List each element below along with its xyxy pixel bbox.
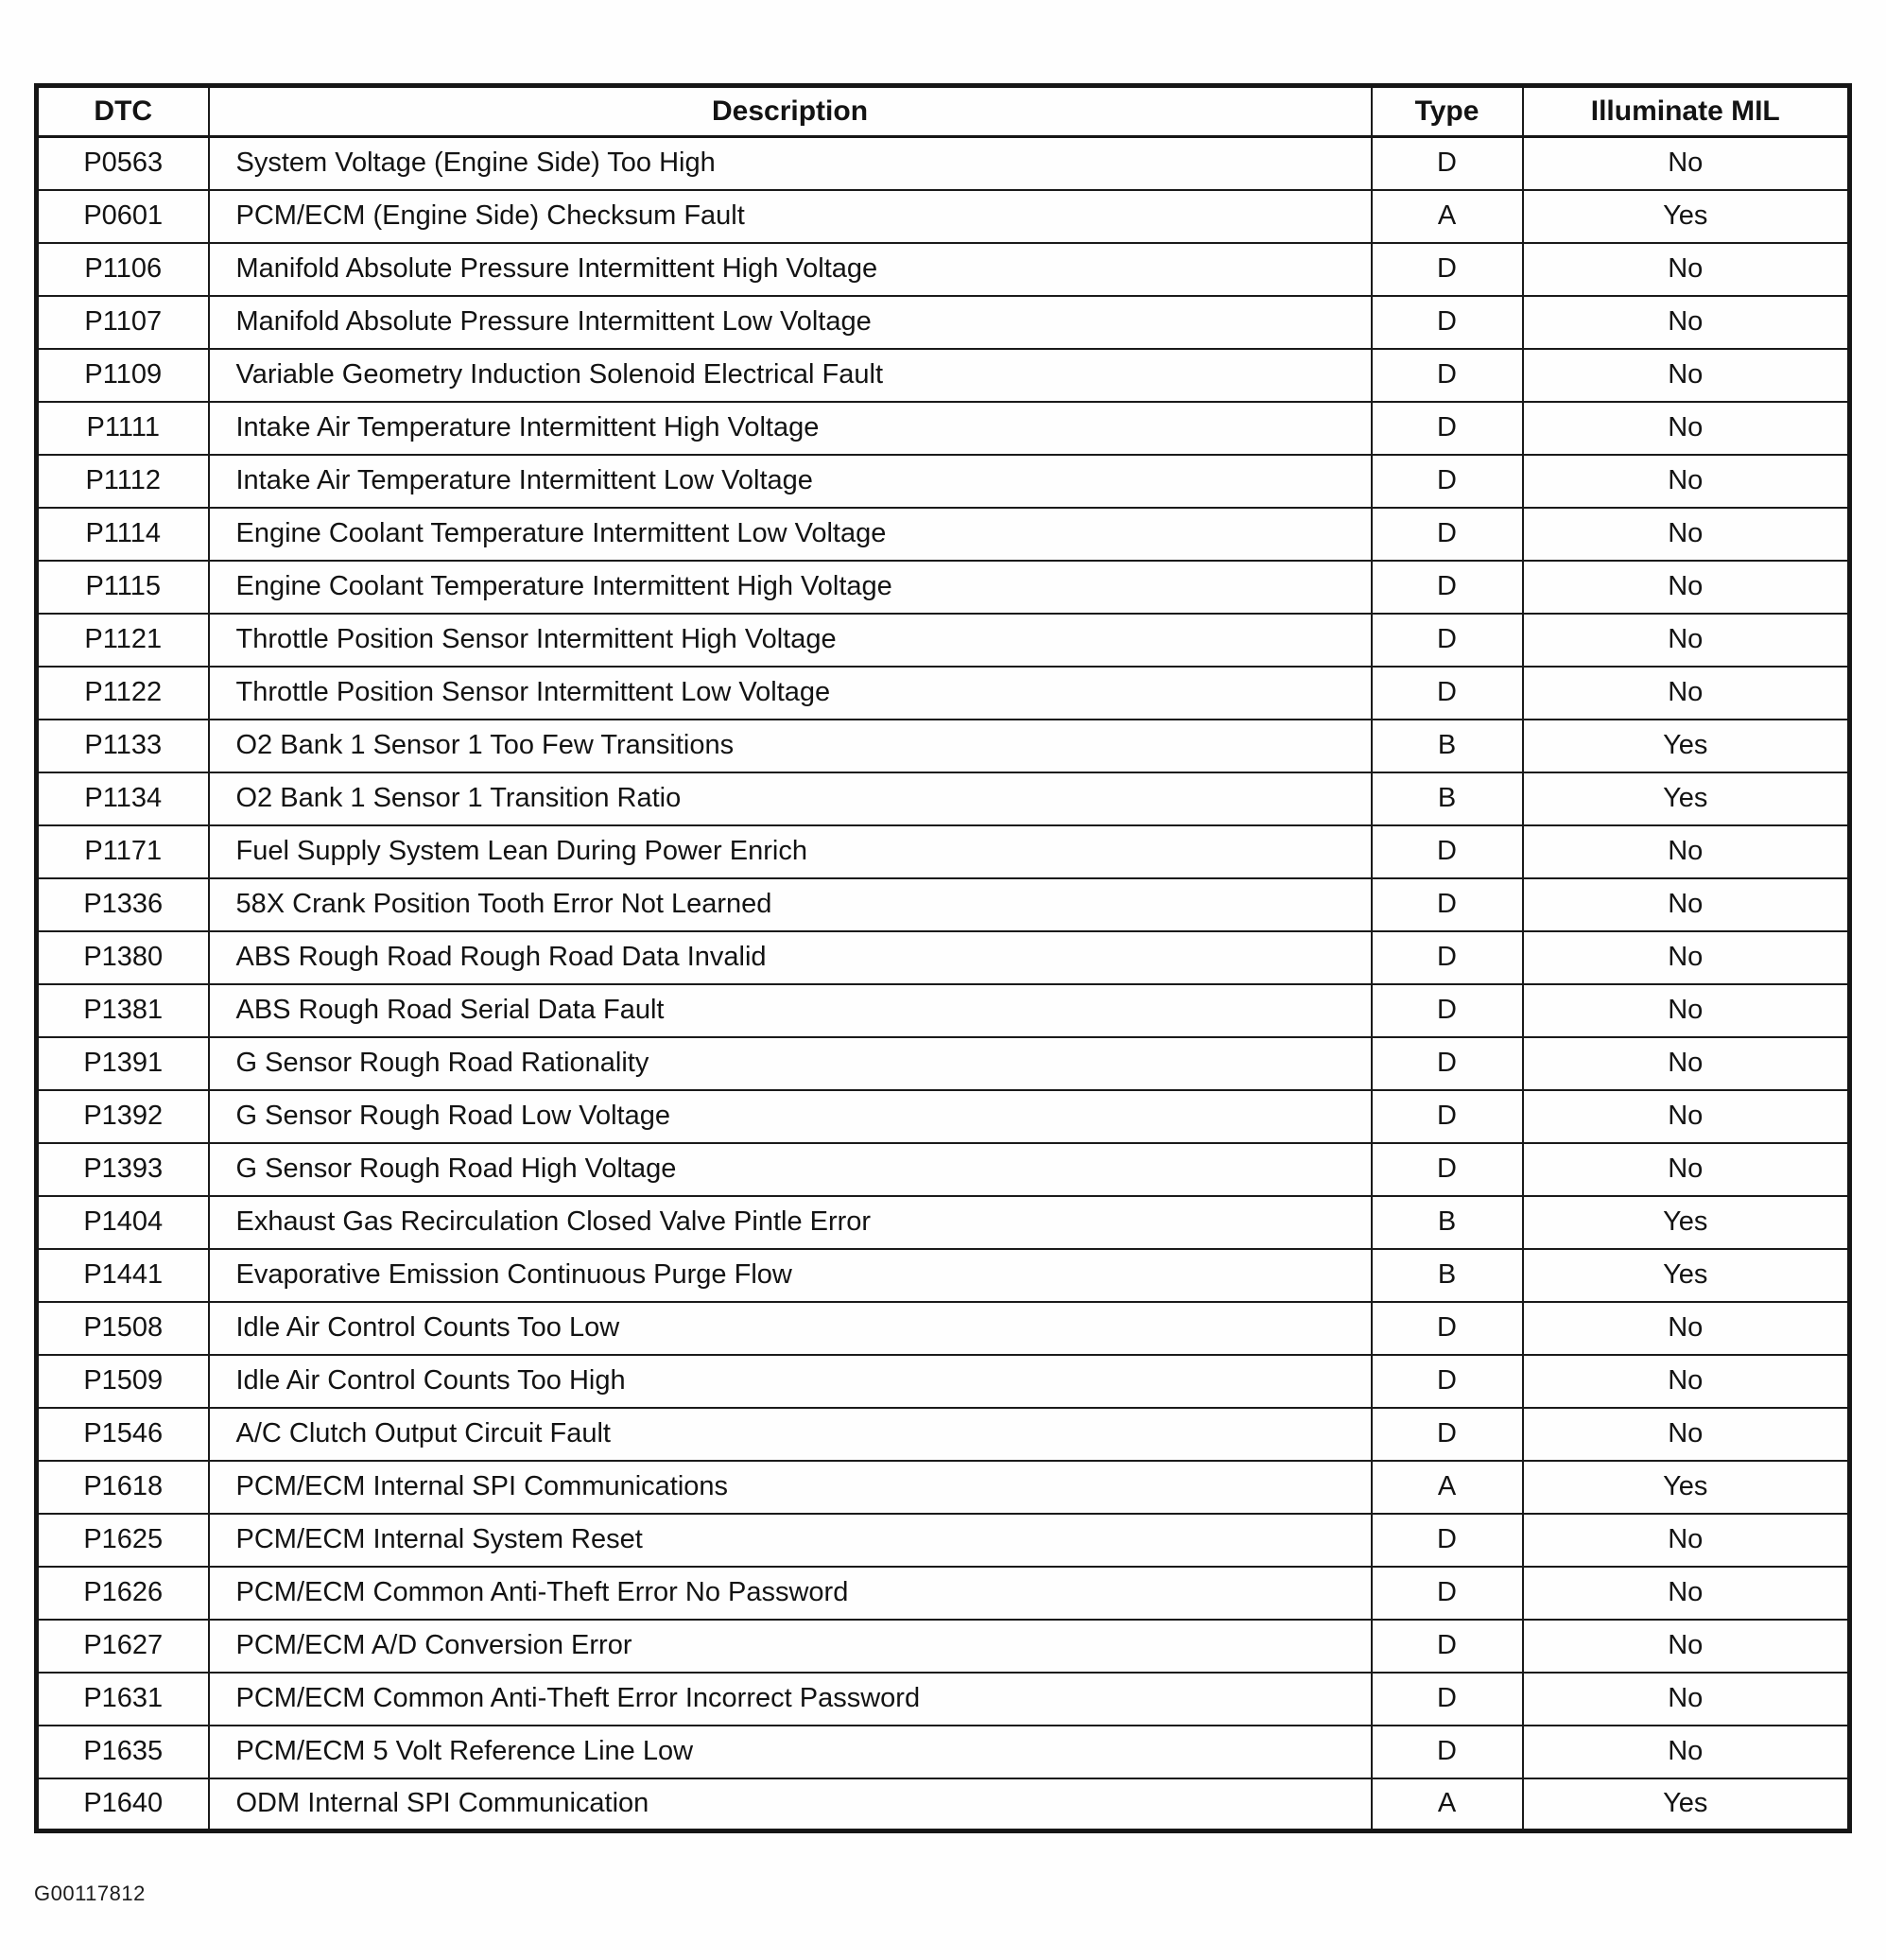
illuminate-mil-cell: No — [1523, 1143, 1850, 1196]
description-cell: Intake Air Temperature Intermittent High Voltage — [209, 402, 1372, 455]
type-cell: A — [1372, 1778, 1523, 1831]
illuminate-mil-cell: No — [1523, 1355, 1850, 1408]
dtc-cell: P1171 — [37, 825, 209, 878]
table-row — [37, 772, 1850, 825]
type-cell: A — [1372, 1461, 1523, 1514]
type-cell: B — [1372, 1249, 1523, 1302]
table-row — [37, 137, 1850, 190]
type-cell: D — [1372, 614, 1523, 667]
type-cell: D — [1372, 508, 1523, 561]
type-cell: A — [1372, 190, 1523, 243]
illuminate-mil-cell: Yes — [1523, 720, 1850, 772]
description-cell: G Sensor Rough Road High Voltage — [209, 1143, 1372, 1196]
table-row — [37, 1143, 1850, 1196]
description-cell: PCM/ECM Common Anti-Theft Error Incorrect Password — [209, 1673, 1372, 1726]
dtc-cell: P1392 — [37, 1090, 209, 1143]
description-cell: Idle Air Control Counts Too Low — [209, 1302, 1372, 1355]
type-cell: D — [1372, 984, 1523, 1037]
illuminate-mil-cell: No — [1523, 402, 1850, 455]
dtc-cell: P0601 — [37, 190, 209, 243]
illuminate-mil-cell: No — [1523, 1514, 1850, 1567]
illuminate-mil-cell: No — [1523, 137, 1850, 190]
description-cell: ODM Internal SPI Communication — [209, 1778, 1372, 1831]
illuminate-mil-cell: No — [1523, 1620, 1850, 1673]
type-cell: D — [1372, 349, 1523, 402]
description-cell: Fuel Supply System Lean During Power Enrich — [209, 825, 1372, 878]
description-cell: G Sensor Rough Road Low Voltage — [209, 1090, 1372, 1143]
description-cell: Evaporative Emission Continuous Purge Flow — [209, 1249, 1372, 1302]
dtc-cell: P1631 — [37, 1673, 209, 1726]
type-cell: D — [1372, 455, 1523, 508]
description-cell: ABS Rough Road Serial Data Fault — [209, 984, 1372, 1037]
illuminate-mil-cell: Yes — [1523, 1196, 1850, 1249]
illuminate-mil-cell: No — [1523, 1726, 1850, 1778]
dtc-cell: P1109 — [37, 349, 209, 402]
illuminate-mil-cell: Yes — [1523, 1461, 1850, 1514]
dtc-cell: P1635 — [37, 1726, 209, 1778]
dtc-cell: P1107 — [37, 296, 209, 349]
dtc-cell: P1106 — [37, 243, 209, 296]
description-cell: Throttle Position Sensor Intermittent Low Voltage — [209, 667, 1372, 720]
dtc-cell: P1546 — [37, 1408, 209, 1461]
description-cell: O2 Bank 1 Sensor 1 Too Few Transitions — [209, 720, 1372, 772]
illuminate-mil-cell: No — [1523, 1567, 1850, 1620]
type-cell: D — [1372, 1143, 1523, 1196]
table-row — [37, 1408, 1850, 1461]
dtc-cell: P1134 — [37, 772, 209, 825]
description-cell: PCM/ECM (Engine Side) Checksum Fault — [209, 190, 1372, 243]
type-cell: B — [1372, 1196, 1523, 1249]
dtc-cell: P1508 — [37, 1302, 209, 1355]
col-header-illuminate-mil: Illuminate MIL — [1523, 86, 1850, 137]
description-cell: System Voltage (Engine Side) Too High — [209, 137, 1372, 190]
description-cell: ABS Rough Road Rough Road Data Invalid — [209, 931, 1372, 984]
dtc-cell: P1627 — [37, 1620, 209, 1673]
dtc-cell: P1380 — [37, 931, 209, 984]
description-cell: Manifold Absolute Pressure Intermittent Low Voltage — [209, 296, 1372, 349]
col-header-dtc: DTC — [37, 86, 209, 137]
type-cell: D — [1372, 931, 1523, 984]
type-cell: D — [1372, 137, 1523, 190]
table-row — [37, 402, 1850, 455]
illuminate-mil-cell: No — [1523, 1673, 1850, 1726]
type-cell: D — [1372, 243, 1523, 296]
illuminate-mil-cell: No — [1523, 1302, 1850, 1355]
illuminate-mil-cell: No — [1523, 825, 1850, 878]
illuminate-mil-cell: Yes — [1523, 772, 1850, 825]
type-cell: D — [1372, 1514, 1523, 1567]
table-row — [37, 1461, 1850, 1514]
table-row — [37, 1726, 1850, 1778]
illuminate-mil-cell: No — [1523, 455, 1850, 508]
table-row — [37, 508, 1850, 561]
dtc-cell: P1625 — [37, 1514, 209, 1567]
type-cell: D — [1372, 667, 1523, 720]
description-cell: O2 Bank 1 Sensor 1 Transition Ratio — [209, 772, 1372, 825]
dtc-cell: P1404 — [37, 1196, 209, 1249]
table-row — [37, 455, 1850, 508]
table-row — [37, 1196, 1850, 1249]
col-header-description: Description — [209, 86, 1372, 137]
table-row — [37, 1302, 1850, 1355]
type-cell: D — [1372, 1673, 1523, 1726]
description-cell: Manifold Absolute Pressure Intermittent High Voltage — [209, 243, 1372, 296]
type-cell: D — [1372, 878, 1523, 931]
illuminate-mil-cell: No — [1523, 561, 1850, 614]
description-cell: Intake Air Temperature Intermittent Low Voltage — [209, 455, 1372, 508]
dtc-cell: P1114 — [37, 508, 209, 561]
table-row — [37, 243, 1850, 296]
description-cell: PCM/ECM Common Anti-Theft Error No Password — [209, 1567, 1372, 1620]
description-cell: Variable Geometry Induction Solenoid Electrical Fault — [209, 349, 1372, 402]
table-row — [37, 984, 1850, 1037]
type-cell: D — [1372, 1090, 1523, 1143]
description-cell: A/C Clutch Output Circuit Fault — [209, 1408, 1372, 1461]
illuminate-mil-cell: No — [1523, 1037, 1850, 1090]
dtc-cell: P1391 — [37, 1037, 209, 1090]
type-cell: B — [1372, 772, 1523, 825]
illuminate-mil-cell: No — [1523, 1090, 1850, 1143]
dtc-cell: P1121 — [37, 614, 209, 667]
illuminate-mil-cell: Yes — [1523, 190, 1850, 243]
table-row — [37, 561, 1850, 614]
table-row — [37, 1778, 1850, 1831]
table-row — [37, 825, 1850, 878]
type-cell: D — [1372, 1355, 1523, 1408]
dtc-cell: P1112 — [37, 455, 209, 508]
illuminate-mil-cell: No — [1523, 296, 1850, 349]
illuminate-mil-cell: No — [1523, 508, 1850, 561]
type-cell: D — [1372, 1567, 1523, 1620]
table-row — [37, 614, 1850, 667]
table-row — [37, 931, 1850, 984]
description-cell: G Sensor Rough Road Rationality — [209, 1037, 1372, 1090]
figure-reference-code: G00117812 — [34, 1882, 146, 1905]
table-row — [37, 1673, 1850, 1726]
table-row — [37, 720, 1850, 772]
table-row — [37, 1249, 1850, 1302]
illuminate-mil-cell: No — [1523, 878, 1850, 931]
description-cell: 58X Crank Position Tooth Error Not Learned — [209, 878, 1372, 931]
illuminate-mil-cell: Yes — [1523, 1778, 1850, 1831]
dtc-cell: P1640 — [37, 1778, 209, 1831]
table-row — [37, 667, 1850, 720]
illuminate-mil-cell: Yes — [1523, 1249, 1850, 1302]
dtc-cell: P1122 — [37, 667, 209, 720]
description-cell: PCM/ECM Internal SPI Communications — [209, 1461, 1372, 1514]
type-cell: D — [1372, 1408, 1523, 1461]
illuminate-mil-cell: No — [1523, 243, 1850, 296]
dtc-cell: P1381 — [37, 984, 209, 1037]
type-cell: D — [1372, 1620, 1523, 1673]
dtc-cell: P1393 — [37, 1143, 209, 1196]
dtc-cell: P1509 — [37, 1355, 209, 1408]
table-header-row — [37, 86, 1850, 137]
dtc-cell: P1111 — [37, 402, 209, 455]
table-row — [37, 296, 1850, 349]
dtc-table — [34, 83, 1852, 1833]
table-row — [37, 1355, 1850, 1408]
description-cell: Engine Coolant Temperature Intermittent High Voltage — [209, 561, 1372, 614]
type-cell: D — [1372, 1037, 1523, 1090]
type-cell: D — [1372, 1726, 1523, 1778]
type-cell: D — [1372, 561, 1523, 614]
description-cell: Engine Coolant Temperature Intermittent Low Voltage — [209, 508, 1372, 561]
description-cell: Idle Air Control Counts Too High — [209, 1355, 1372, 1408]
dtc-cell: P1626 — [37, 1567, 209, 1620]
illuminate-mil-cell: No — [1523, 931, 1850, 984]
dtc-cell: P0563 — [37, 137, 209, 190]
description-cell: PCM/ECM Internal System Reset — [209, 1514, 1372, 1567]
illuminate-mil-cell: No — [1523, 349, 1850, 402]
type-cell: D — [1372, 402, 1523, 455]
type-cell: B — [1372, 720, 1523, 772]
description-cell: Exhaust Gas Recirculation Closed Valve Pintle Error — [209, 1196, 1372, 1249]
dtc-cell: P1618 — [37, 1461, 209, 1514]
description-cell: Throttle Position Sensor Intermittent High Voltage — [209, 614, 1372, 667]
type-cell: D — [1372, 1302, 1523, 1355]
table-row — [37, 1037, 1850, 1090]
illuminate-mil-cell: No — [1523, 1408, 1850, 1461]
table-row — [37, 1090, 1850, 1143]
description-cell: PCM/ECM 5 Volt Reference Line Low — [209, 1726, 1372, 1778]
illuminate-mil-cell: No — [1523, 984, 1850, 1037]
description-cell: PCM/ECM A/D Conversion Error — [209, 1620, 1372, 1673]
table-row — [37, 190, 1850, 243]
table-row — [37, 878, 1850, 931]
col-header-type: Type — [1372, 86, 1523, 137]
type-cell: D — [1372, 825, 1523, 878]
illuminate-mil-cell: No — [1523, 667, 1850, 720]
table-body — [37, 137, 1850, 1831]
dtc-cell: P1133 — [37, 720, 209, 772]
dtc-cell: P1441 — [37, 1249, 209, 1302]
table-row — [37, 1620, 1850, 1673]
dtc-cell: P1115 — [37, 561, 209, 614]
table-row — [37, 1514, 1850, 1567]
illuminate-mil-cell: No — [1523, 614, 1850, 667]
dtc-cell: P1336 — [37, 878, 209, 931]
table-row — [37, 1567, 1850, 1620]
type-cell: D — [1372, 296, 1523, 349]
table-row — [37, 349, 1850, 402]
